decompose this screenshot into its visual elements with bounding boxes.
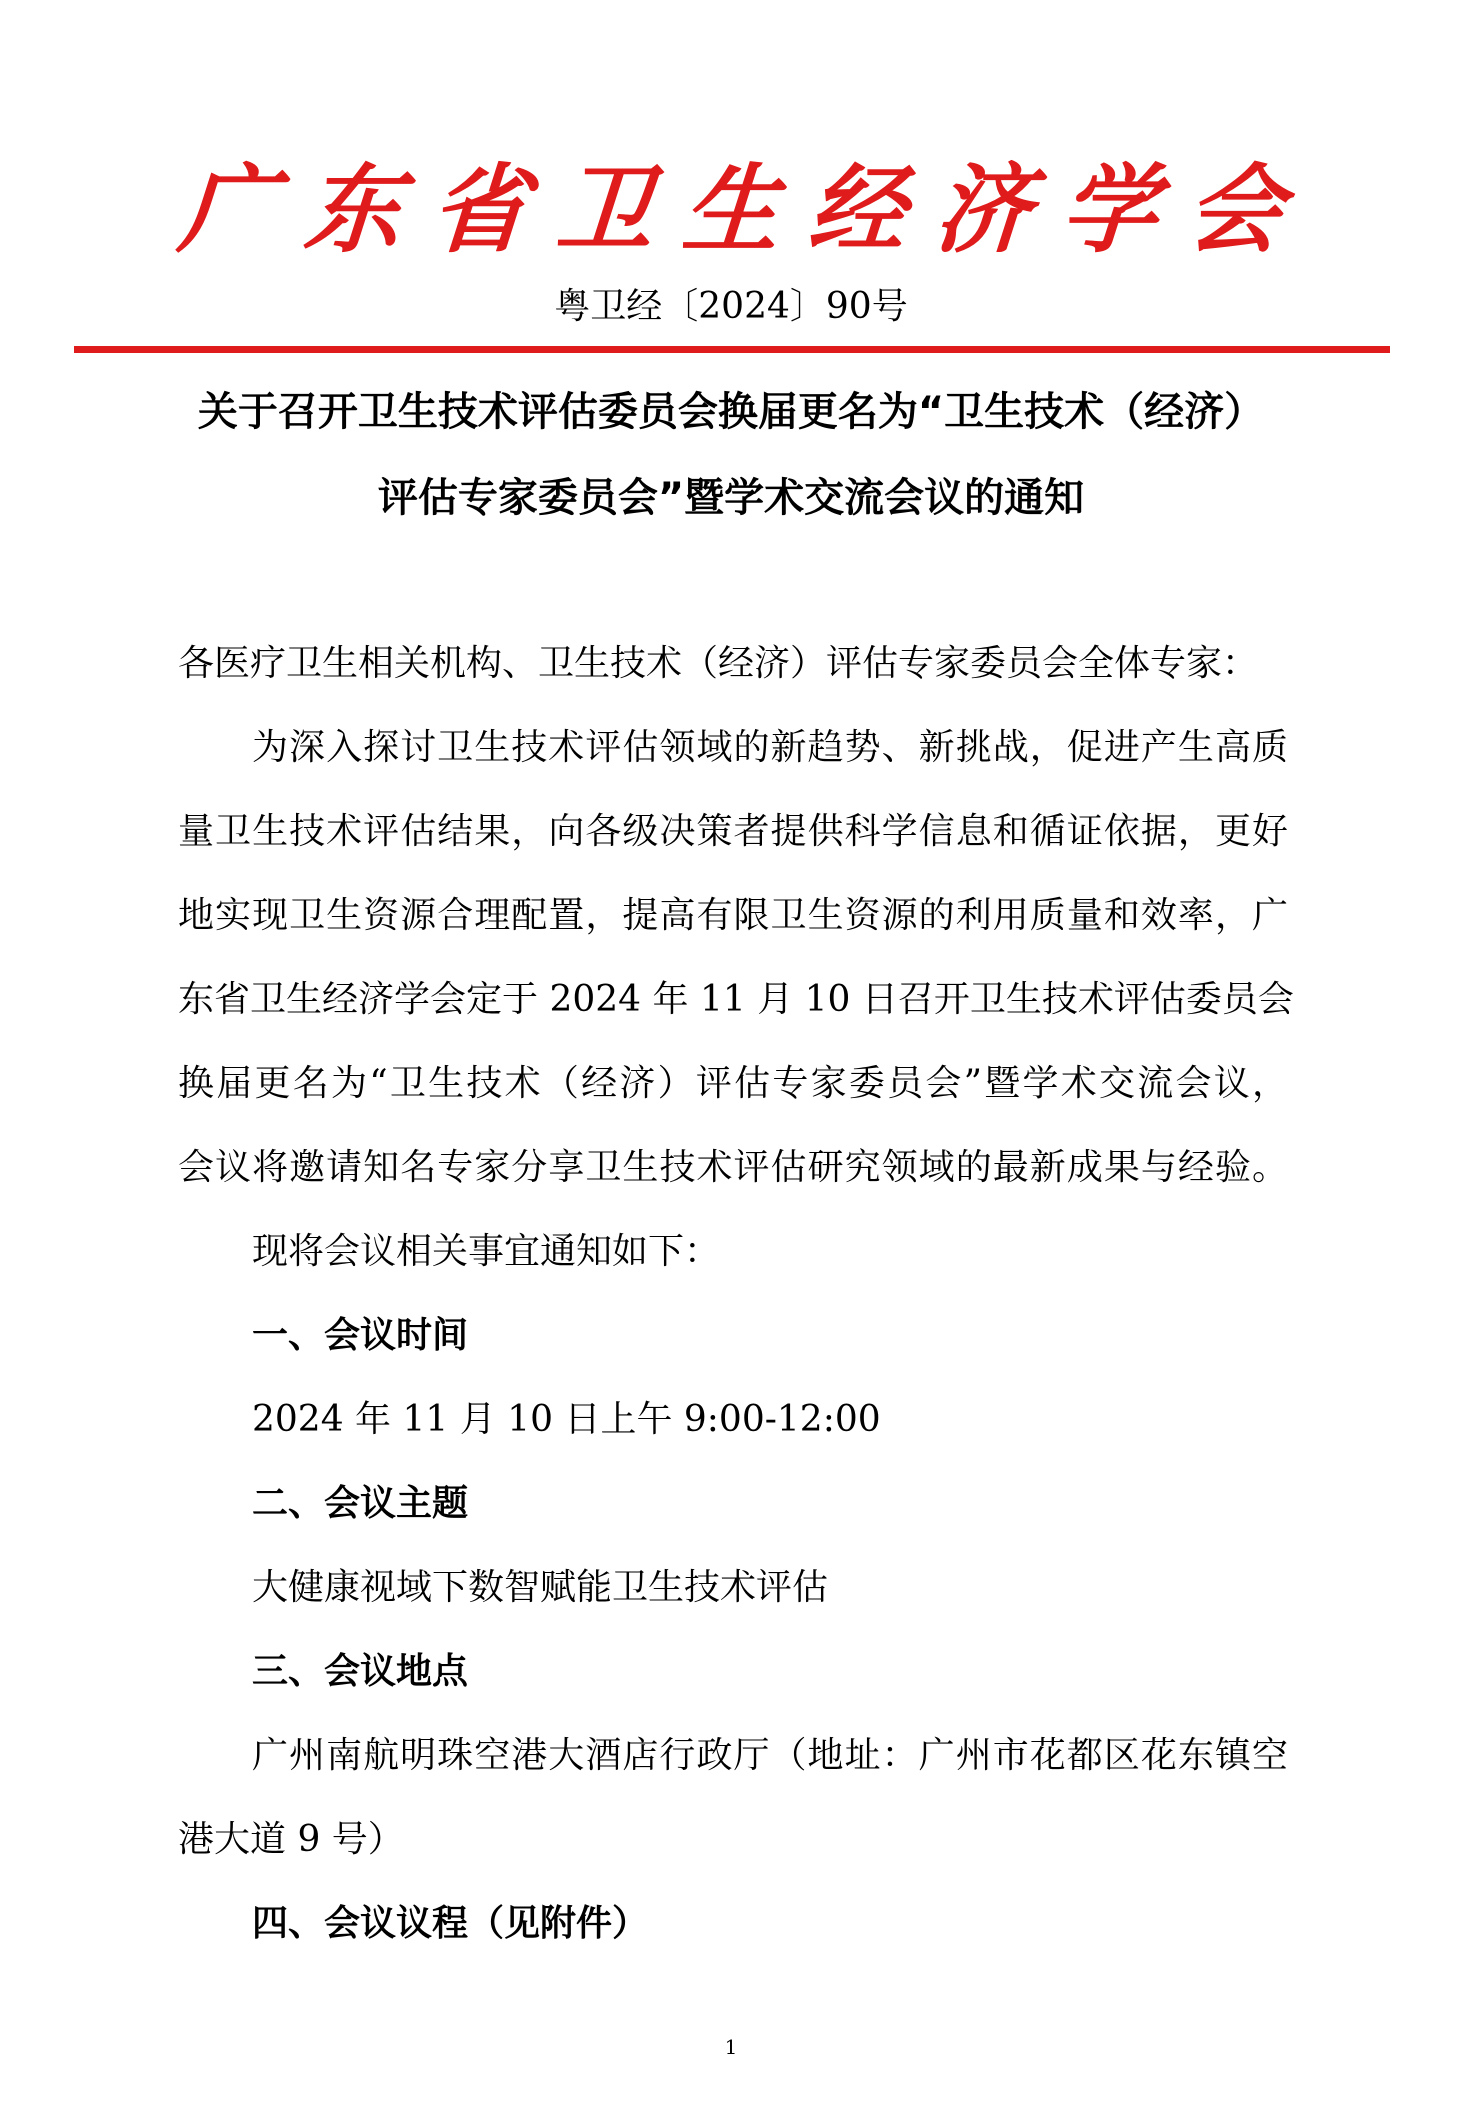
organization-name: 广东省卫生经济学会 bbox=[175, 153, 1317, 266]
section-content-theme: 大健康视域下数智赋能卫生技术评估 bbox=[252, 1567, 829, 1608]
section-content-venue: 广州南航明珠空港大酒店行政厅（地址：广州市花都区花东镇空 bbox=[252, 1735, 1288, 1776]
red-header-rule bbox=[74, 346, 1390, 353]
section-content-venue: 港大道 9 号） bbox=[178, 1819, 404, 1860]
salutation: 各医疗卫生相关机构、卫生技术（经济）评估专家委员会全体专家： bbox=[178, 643, 1259, 684]
paragraph-line: 东省卫生经济学会定于 2024 年 11 月 10 日召开卫生技术评估委员会 bbox=[178, 979, 1294, 1020]
section-heading-agenda: 四、会议议程（见附件） bbox=[252, 1903, 649, 1944]
paragraph-line: 换届更名为“卫生技术（经济）评估专家委员会”暨学术交流会议， bbox=[178, 1063, 1288, 1104]
document-title-line-1: 关于召开卫生技术评估委员会换届更名为“卫生技术（经济） bbox=[197, 389, 1265, 435]
document-title-line-2: 评估专家委员会”暨学术交流会议的通知 bbox=[377, 475, 1085, 521]
page-number: 1 bbox=[724, 2035, 738, 2059]
paragraph-line: 会议将邀请知名专家分享卫生技术评估研究领域的最新成果与经验。 bbox=[178, 1147, 1288, 1188]
paragraph-line: 为深入探讨卫生技术评估领域的新趋势、新挑战，促进产生高质 bbox=[252, 727, 1288, 768]
section-heading-venue: 三、会议地点 bbox=[252, 1651, 469, 1692]
section-heading-time: 一、会议时间 bbox=[252, 1315, 469, 1356]
paragraph-intro: 现将会议相关事宜通知如下： bbox=[252, 1231, 721, 1272]
document-number: 粤卫经〔2024〕90号 bbox=[554, 286, 908, 327]
section-content-time: 2024 年 11 月 10 日上午 9:00-12:00 bbox=[252, 1399, 881, 1440]
paragraph-line: 量卫生技术评估结果，向各级决策者提供科学信息和循证依据，更好 bbox=[178, 811, 1288, 852]
paragraph-line: 地实现卫生资源合理配置，提高有限卫生资源的利用质量和效率，广 bbox=[178, 895, 1288, 936]
section-heading-theme: 二、会议主题 bbox=[252, 1483, 469, 1524]
